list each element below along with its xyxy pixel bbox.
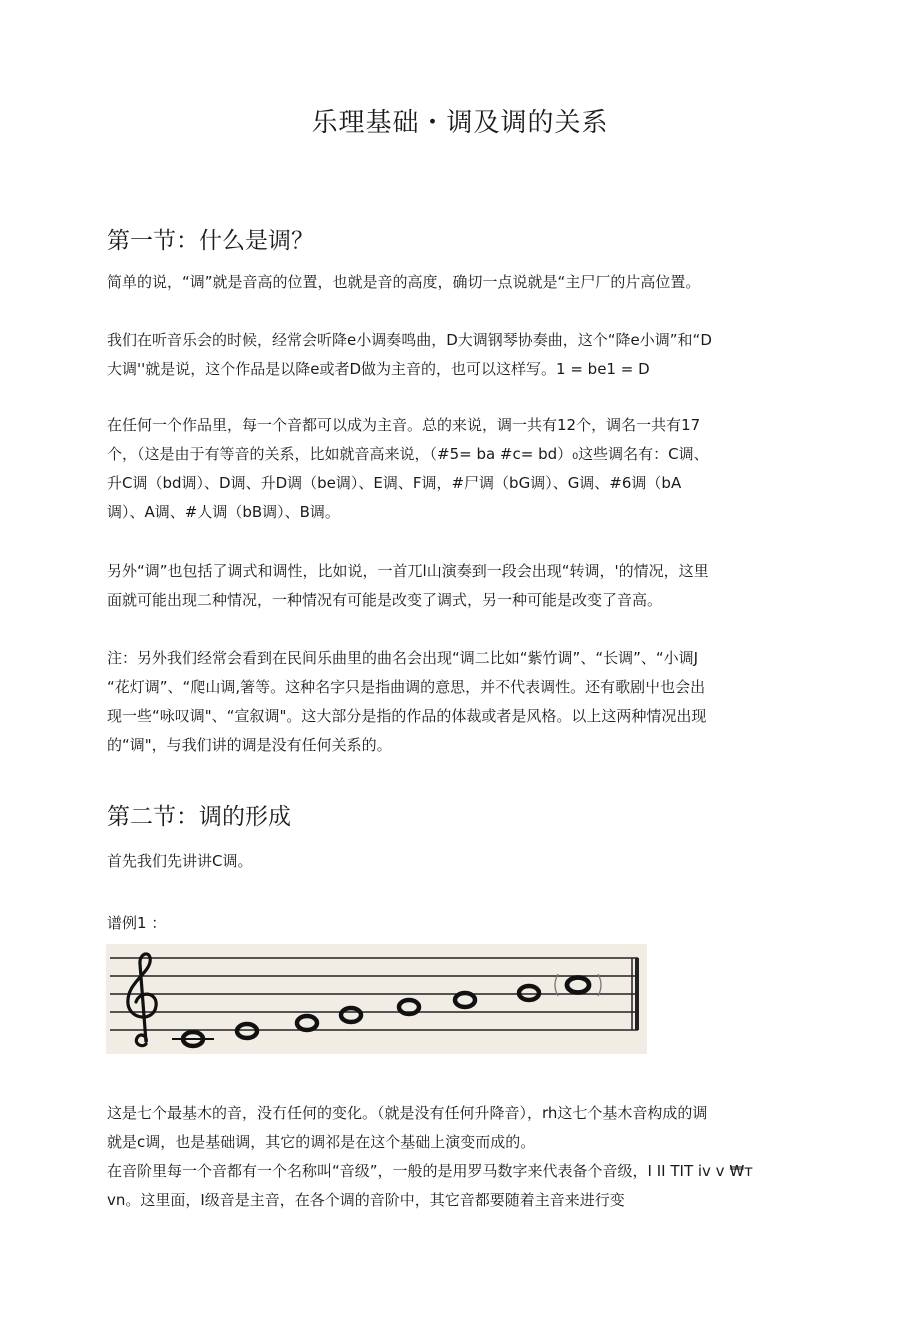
text-line: vn。这里面，I级音是主音，在各个调的音阶中，其它音都要随着主音来进行变 <box>107 1191 625 1209</box>
note-high-c <box>567 978 589 993</box>
text-line: 我们在听音乐会的时候，经常会听降e小调奏鸣曲，D大调钢琴协奏曲，这个“降e小调”和“D <box>107 331 712 349</box>
text-line: 大调''就是说，这个作品是以降e或者D做为主音的，也可以这样写。1 = be1 = D <box>107 360 650 378</box>
page-title: 乐理基础・调及调的关系 <box>311 108 609 138</box>
note-a <box>455 993 475 1007</box>
text-line: 注：另外我们经常会看到在民间乐曲里的曲名会出现“调二比如“紫竹调”、“长调”、“小调J <box>107 649 699 667</box>
text-line: 首先我们先讲讲C调。 <box>107 852 253 870</box>
example-label <box>107 909 827 938</box>
section2-paragraph-2 <box>107 1099 827 1215</box>
section2-heading: 第二节：调的形成 <box>107 804 291 830</box>
text-line: “花灯调”、“爬山调,箸等。这种名字只是指曲调的意思，并不代表调性。还有歌剧屮也会出 <box>107 678 706 696</box>
text-line: 另外“调”也包括了调式和调性，比如说，一首兀l山演奏到一段会出现“转调，'的情况，这里 <box>107 562 709 580</box>
note-b <box>519 986 539 1000</box>
text-line: 个，（这是由于有等音的关系，比如就音高来说，（#5= ba #c= bd）₀这些调名有：C调、 <box>107 445 709 463</box>
note-g <box>399 1000 419 1014</box>
section1-paragraph-1 <box>107 268 827 297</box>
section1-paragraph-4 <box>107 557 827 615</box>
section1-heading: 第一节：什么是调？ <box>107 228 314 254</box>
text-line: 的“调"，与我们讲的调是没有任何关系的。 <box>107 736 392 754</box>
text-line: 简单的说，“调”就是音高的位置，也就是音的高度，确切一点说就是“主尸厂的片高位置。 <box>107 273 701 291</box>
section1-paragraph-2 <box>107 326 827 384</box>
section1-paragraph-5 <box>107 644 827 760</box>
note-e <box>297 1016 317 1030</box>
text-line: 面就可能出现二种情况，一种情况有可能是改变了调式，另一种可能是改变了音高。 <box>107 591 663 609</box>
note-d <box>237 1024 257 1038</box>
c-major-scale-staff <box>106 944 647 1054</box>
music-staff-example <box>106 944 647 1054</box>
text-line: 这是七个最基木的音，没冇任何的变化。（就是没有任何升降音），rh这七个基木音构成的调 <box>107 1104 708 1122</box>
treble-clef-icon <box>128 954 156 1046</box>
note-f <box>341 1008 361 1022</box>
text-line: 在任何一个作品里，每一个音都可以成为主音。总的来说，调一共有12个，调名一共有17 <box>107 416 701 434</box>
section1-paragraph-3 <box>107 411 827 527</box>
text-line: 谱例1 ： <box>107 914 167 932</box>
section2-paragraph-1 <box>107 847 827 876</box>
text-line: 调）、A调、#人调（bB调）、B调。 <box>107 503 340 521</box>
text-line: 在音阶里每一个音都有一个名称叫“音级”，一般的是用罗马数字来代表备个音级，I II TIT iv v ₩т <box>107 1162 753 1180</box>
text-line: 升C调（bd调）、D调、升D调（be调）、E调、F调，#尸调（bG调）、G调、#6调（bA <box>107 474 682 492</box>
text-line: 现一些“咏叹调"、“宣叙调"。这大部分是指的作品的体裁或者是风格。以上这两种情况出现 <box>107 707 707 725</box>
text-line: 就是c调，也是基础调，其它的调祁是在这个基础上演变而成的。 <box>107 1133 536 1151</box>
